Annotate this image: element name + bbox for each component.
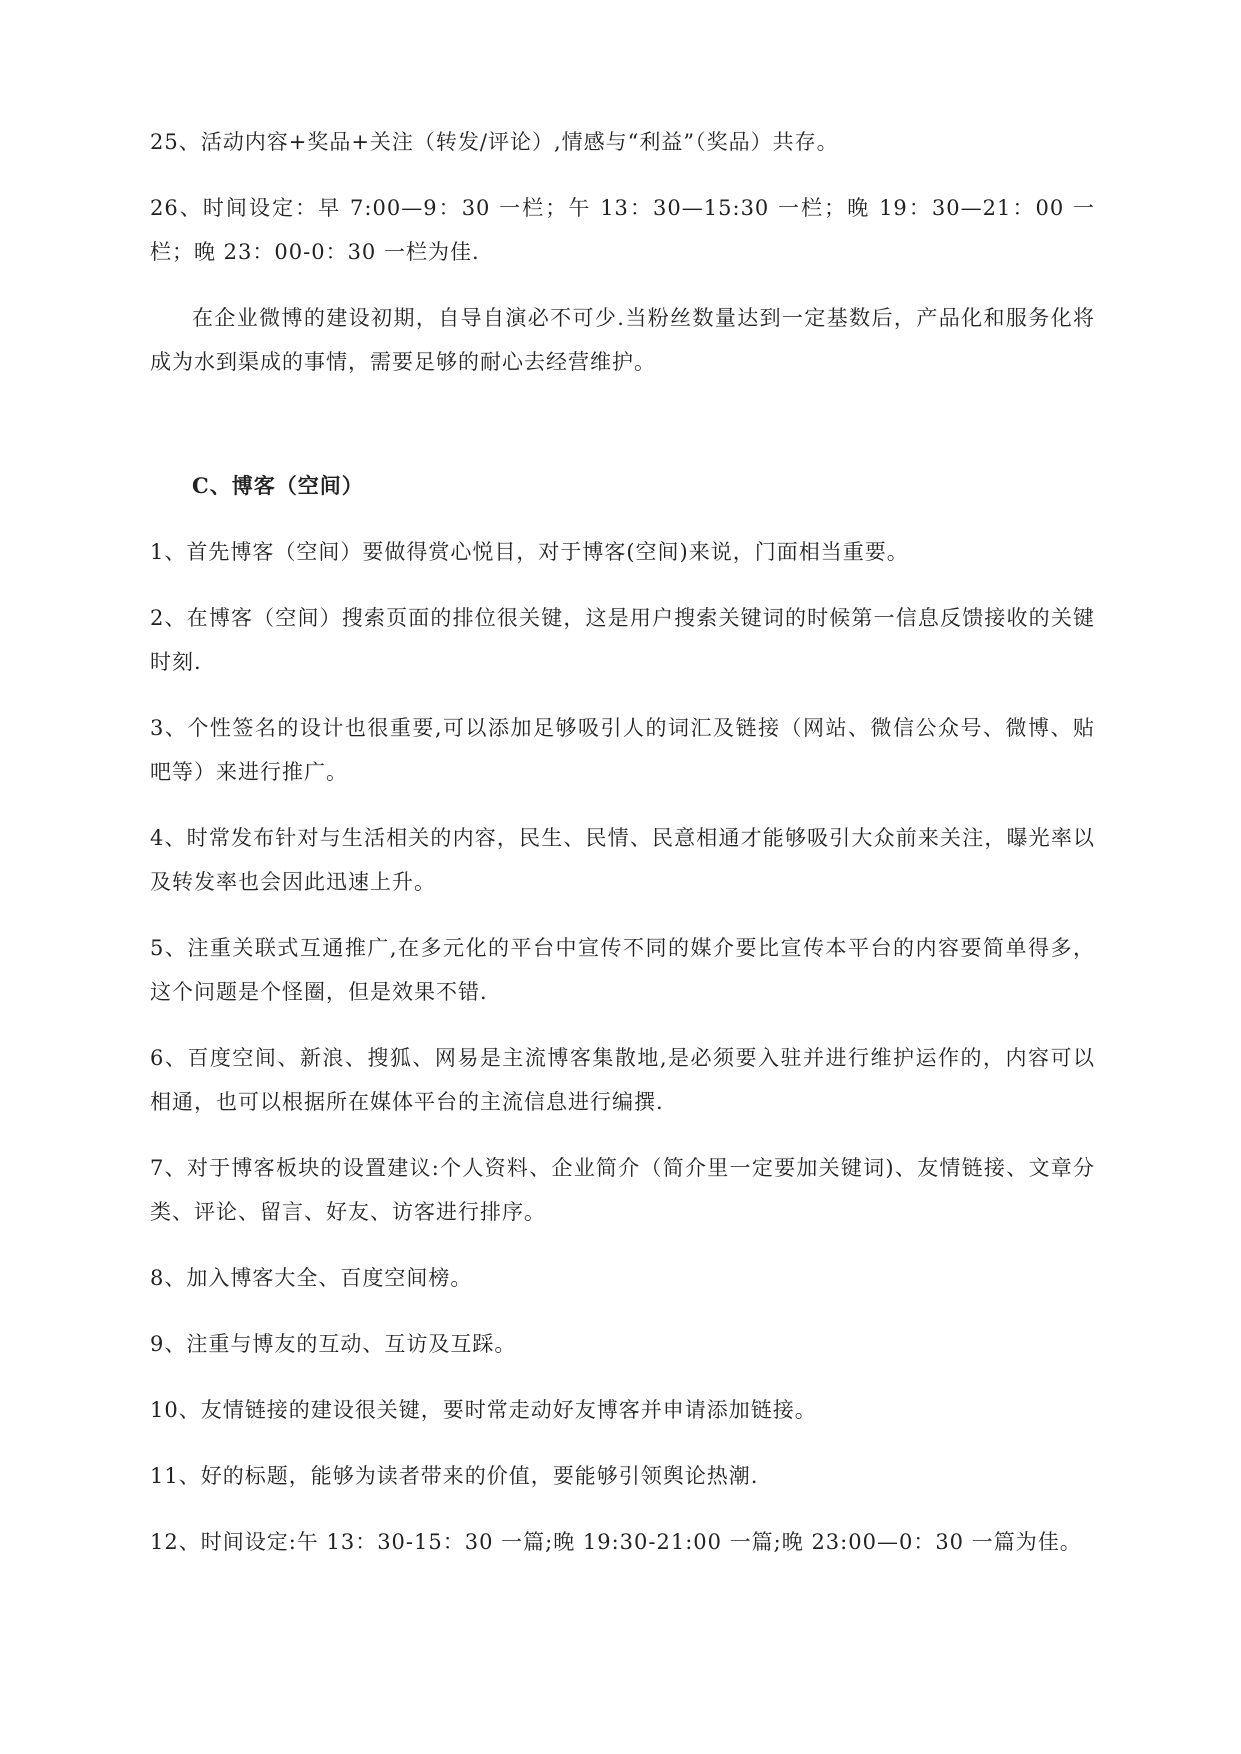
list-item: 4、时常发布针对与生活相关的内容，民生、民情、民意相通才能够吸引大众前来关注，曝光率以及转发率也会因此迅速上升。 bbox=[150, 826, 1095, 894]
list-item: 5、注重关联式互通推广,在多元化的平台中宣传不同的媒介要比宣传本平台的内容要简单得多，这个问题是个怪圈，但是效果不错. bbox=[150, 936, 1095, 1004]
section-heading: C、博客（空间） bbox=[192, 473, 364, 498]
list-item: 12、时间设定:午 13：30-15：30 一篇;晚 19:30-21:00 一篇;晚 23:00—0：30 一篇为佳。 bbox=[150, 1530, 1082, 1554]
section-spacer bbox=[150, 406, 1095, 464]
list-item: 2、在博客（空间）搜索页面的排位很关键，这是用户搜索关键词的时候第一信息反馈接收的关键时刻. bbox=[150, 606, 1095, 674]
list-item: 6、百度空间、新浪、搜狐、网易是主流博客集散地,是必须要入驻并进行维护运作的，内容可以相通，也可以根据所在媒体平台的主流信息进行编撰. bbox=[150, 1046, 1095, 1114]
list-item: 11、好的标题，能够为读者带来的价值，要能够引领舆论热潮. bbox=[150, 1464, 759, 1488]
list-item-26: 26、时间设定：早 7:00—9：30 一栏；午 13：30—15:30 一栏；晚 19：30—21：00 一栏；晚 23：00-0：30 一栏为佳. bbox=[150, 196, 1095, 264]
document-page bbox=[150, 120, 1095, 1586]
list-item: 9、注重与博友的互动、互访及互踩。 bbox=[150, 1332, 517, 1356]
list-item: 1、首先博客（空间）要做得赏心悦目，对于博客(空间)来说，门面相当重要。 bbox=[150, 540, 909, 564]
closing-paragraph: 在企业微博的建设初期，自导自演必不可少.当粉丝数量达到一定基数后，产品化和服务化将成为水到渠成的事情，需要足够的耐心去经营维护。 bbox=[150, 306, 1095, 374]
list-item: 10、友情链接的建设很关键，要时常走动好友博客并申请添加链接。 bbox=[150, 1398, 817, 1422]
list-item: 3、个性签名的设计也很重要,可以添加足够吸引人的词汇及链接（网站、微信公众号、微博、贴吧等）来进行推广。 bbox=[150, 716, 1095, 784]
list-item: 8、加入博客大全、百度空间榜。 bbox=[150, 1266, 473, 1290]
list-item: 7、对于博客板块的设置建议:个人资料、企业简介（简介里一定要加关键词)、友情链接、文章分类、评论、留言、好友、访客进行排序。 bbox=[150, 1156, 1095, 1224]
list-item-25: 25、活动内容+奖品+关注（转发/评论）,情感与“利益”（奖品）共存。 bbox=[150, 130, 839, 154]
